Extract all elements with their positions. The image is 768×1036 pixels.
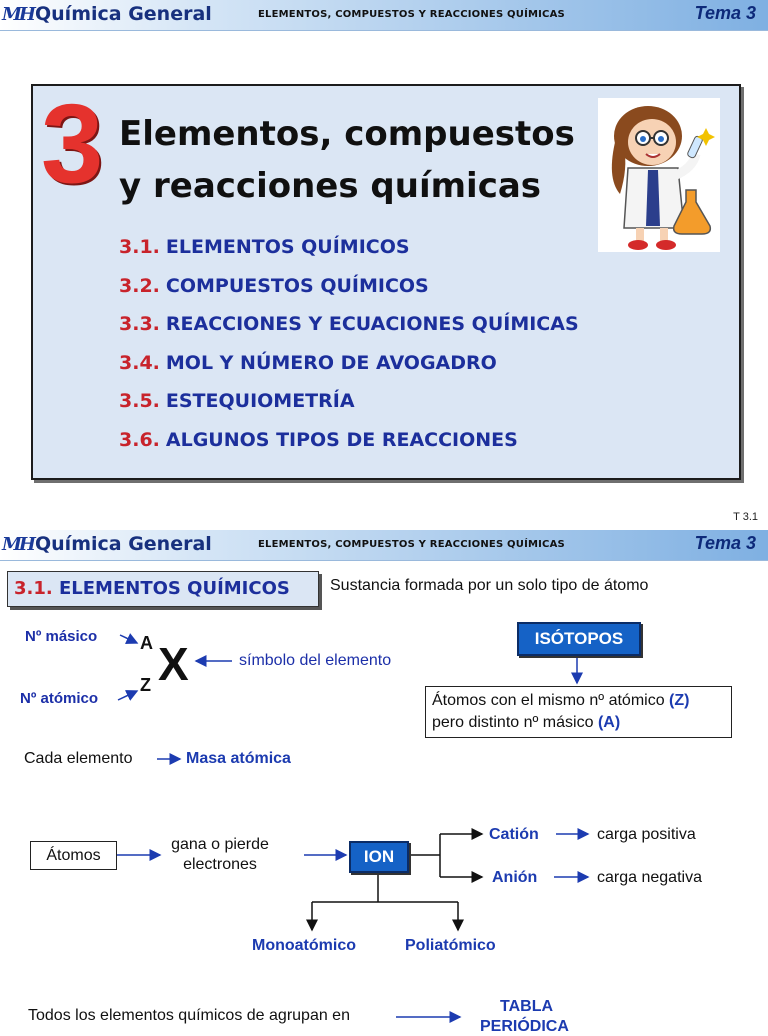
isotopes-text: Átomos con el mismo nº atómico	[432, 692, 665, 709]
section-title: ELEMENTOS QUÍMICOS	[59, 578, 290, 599]
symbol-label: símbolo del elemento	[239, 652, 392, 669]
isotopes-definition-box	[425, 686, 732, 738]
topic-title: ELEMENTOS, COMPUESTOS Y REACCIONES QUÍMICAS	[258, 539, 565, 550]
toc-item[interactable]	[119, 275, 579, 314]
isotopes-z: (Z)	[669, 692, 690, 709]
carga-negativa-text: carga negativa	[597, 869, 702, 886]
isotopes-line2	[432, 712, 731, 734]
atomic-number-symbol: Z	[140, 675, 151, 695]
chapter-number: 3	[41, 81, 104, 206]
toc-title: ESTEQUIOMETRÍA	[165, 390, 355, 412]
isotopes-line1	[432, 690, 731, 712]
toc-item[interactable]	[119, 352, 579, 391]
todos-elementos-text: Todos los elementos químicos de agrupan en	[28, 1007, 350, 1024]
mass-number-symbol: A	[140, 633, 153, 653]
diagram-connectors	[0, 530, 768, 1024]
monoatomico-label: Monoatómico	[252, 937, 356, 954]
atomic-number-label: Nº atómico	[20, 690, 98, 707]
toc-number: 3.5.	[119, 390, 160, 412]
gana-pierde-text	[160, 835, 280, 875]
element-symbol: X	[158, 638, 189, 690]
tabla-label: TABLA	[500, 998, 554, 1015]
topic-title: ELEMENTOS, COMPUESTOS Y REACCIONES QUÍMICAS	[258, 9, 565, 20]
isotopes-text: pero distinto nº másico	[432, 714, 594, 731]
ion-button[interactable]: ION	[349, 841, 409, 873]
cover-panel	[31, 81, 741, 480]
mass-number-label: Nº másico	[25, 628, 98, 645]
slide-cover	[0, 0, 768, 510]
toc-title: COMPUESTOS QUÍMICOS	[165, 274, 429, 297]
tema-label: Tema 3	[694, 533, 756, 553]
masa-atomica-label: Masa atómica	[186, 750, 291, 767]
toc-number: 3.4.	[119, 351, 160, 374]
periodica-label: PERIÓDICA	[480, 1018, 569, 1035]
scientist-cartoon-image	[598, 98, 720, 252]
toc-number: 3.6.	[119, 428, 160, 451]
page-number: T 3.1	[733, 511, 758, 523]
toc-item[interactable]	[119, 390, 579, 429]
toc-title: ALGUNOS TIPOS DE REACCIONES	[165, 428, 518, 451]
slide-header	[0, 0, 768, 31]
carga-positiva-text: carga positiva	[597, 826, 696, 843]
poliatomico-label: Poliatómico	[405, 937, 496, 954]
gana-line1: gana o pierde	[171, 836, 269, 853]
course-title: Química General	[35, 533, 212, 555]
atomos-box: Átomos	[30, 841, 117, 870]
cation-label: Catión	[489, 826, 539, 843]
toc-title: MOL Y NÚMERO DE AVOGADRO	[165, 351, 497, 374]
cada-elemento-text: Cada elemento	[24, 750, 133, 767]
toc-item[interactable]	[119, 313, 579, 352]
chapter-title-line1: Elementos, compuestos	[119, 114, 575, 154]
scientist-illustration	[598, 98, 720, 252]
chapter-title-line2: y reacciones químicas	[119, 166, 542, 206]
anion-label: Anión	[492, 869, 538, 886]
gana-line2: electrones	[183, 856, 257, 873]
toc-title: ELEMENTOS QUÍMICOS	[165, 236, 410, 258]
logo: MH	[2, 534, 33, 555]
isotopes-button[interactable]: ISÓTOPOS	[517, 622, 641, 656]
toc-number: 3.1.	[119, 236, 160, 258]
slide-elementos-quimicos	[0, 530, 768, 1035]
tema-label: Tema 3	[694, 3, 756, 23]
toc-number: 3.2.	[119, 274, 160, 297]
isotopes-a: (A)	[597, 714, 621, 731]
toc-item[interactable]	[119, 236, 579, 275]
element-definition: Sustancia formada por un solo tipo de átomo	[330, 577, 649, 594]
logo: MH	[2, 4, 33, 25]
table-of-contents	[119, 236, 579, 467]
toc-number: 3.3.	[119, 313, 160, 335]
course-title: Química General	[35, 3, 212, 25]
toc-item[interactable]	[119, 429, 579, 468]
toc-title: REACCIONES Y ECUACIONES QUÍMICAS	[165, 313, 579, 335]
section-number: 3.1.	[14, 578, 53, 599]
